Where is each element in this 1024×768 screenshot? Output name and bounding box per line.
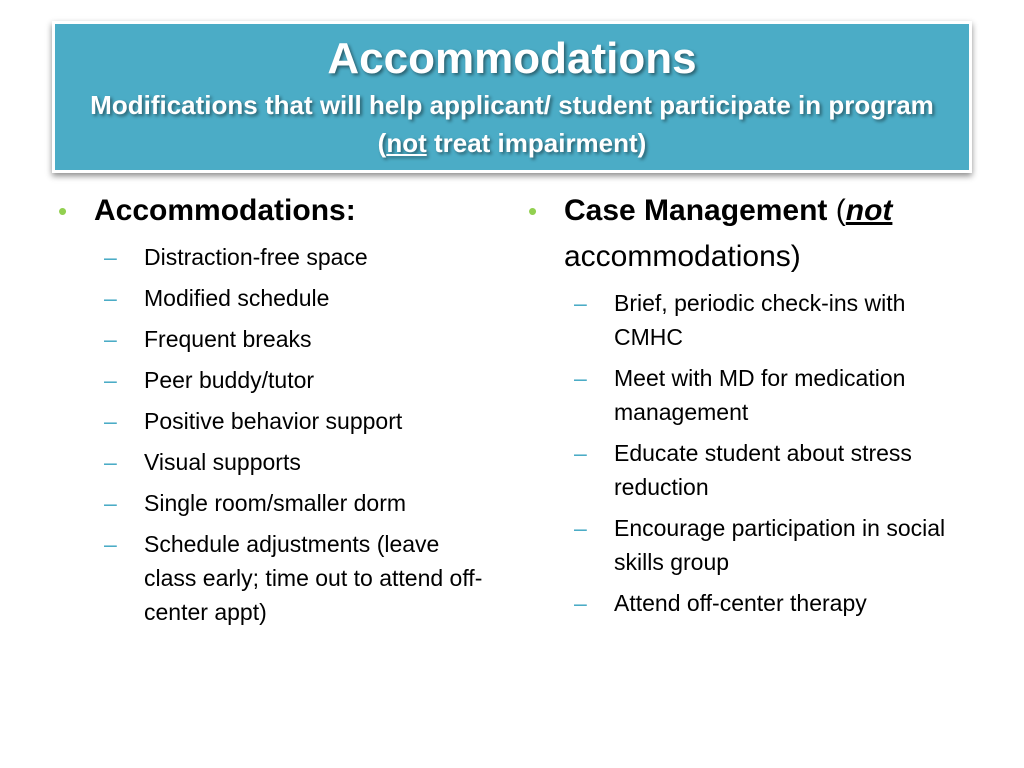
case-management-bullet — [528, 188, 968, 280]
case-management-heading-strong: Case Management — [564, 194, 828, 227]
list-item-text: Meet with MD for medication management — [614, 365, 906, 425]
list-item-text: Modified schedule — [144, 285, 330, 311]
list-item-text: Schedule adjustments (leave class early; time out to attend off-center appt) — [144, 531, 483, 625]
list-item-text: Frequent breaks — [144, 326, 312, 352]
dash-icon: – — [574, 515, 587, 541]
list-item — [574, 361, 968, 429]
list-item — [104, 322, 498, 356]
list-item-text: Distraction-free space — [144, 244, 368, 270]
dash-icon: – — [574, 440, 587, 466]
list-item — [574, 511, 968, 579]
bullet-icon: • — [528, 196, 538, 226]
list-item — [104, 527, 498, 629]
list-item — [574, 436, 968, 504]
slide-subtitle — [55, 86, 969, 162]
case-management-heading-end: accommodations) — [564, 240, 801, 273]
list-item-text: Brief, periodic check-ins with CMHC — [614, 290, 906, 350]
bullet-icon: • — [58, 196, 68, 226]
slide-title: Accommodations — [327, 34, 697, 83]
dash-icon: – — [104, 408, 117, 434]
case-management-column — [528, 188, 968, 627]
case-management-heading — [564, 188, 968, 280]
list-item-text: Attend off-center therapy — [614, 590, 867, 616]
list-item-text: Visual supports — [144, 449, 301, 475]
case-management-list — [528, 286, 968, 620]
list-item-text: Positive behavior support — [144, 408, 403, 434]
accommodations-heading-wrap — [94, 188, 498, 234]
dash-icon: – — [104, 367, 117, 393]
case-management-heading-paren: ( — [827, 194, 846, 227]
accommodations-heading: Accommodations: — [94, 194, 356, 227]
list-item-text: Peer buddy/tutor — [144, 367, 315, 393]
list-item-text: Single room/smaller dorm — [144, 490, 407, 516]
list-item — [104, 486, 498, 520]
subtitle-text-end: treat impairment) — [426, 128, 647, 158]
dash-icon: – — [574, 290, 587, 316]
dash-icon: – — [574, 590, 587, 616]
list-item — [104, 281, 498, 315]
dash-icon: – — [574, 365, 587, 391]
dash-icon: – — [104, 490, 117, 516]
dash-icon: – — [104, 449, 117, 475]
accommodations-column — [58, 188, 498, 636]
list-item — [104, 240, 498, 274]
dash-icon: – — [104, 285, 117, 311]
list-item — [574, 286, 968, 354]
list-item-text: Encourage participation in social skills group — [614, 515, 946, 575]
list-item-text: Educate student about stress reduction — [614, 440, 912, 500]
dash-icon: – — [104, 244, 117, 270]
list-item — [104, 445, 498, 479]
case-management-heading-emphasis: not — [845, 194, 893, 227]
subtitle-emphasis: not — [386, 128, 427, 158]
list-item — [104, 404, 498, 438]
list-item — [104, 363, 498, 397]
accommodations-bullet — [58, 188, 498, 234]
subtitle-text-start: Modifications that will help applicant/ student participate in program ( — [90, 90, 934, 158]
dash-icon: – — [104, 531, 117, 557]
dash-icon: – — [104, 326, 117, 352]
accommodations-list — [58, 240, 498, 629]
title-banner — [52, 21, 972, 173]
list-item — [574, 586, 968, 620]
